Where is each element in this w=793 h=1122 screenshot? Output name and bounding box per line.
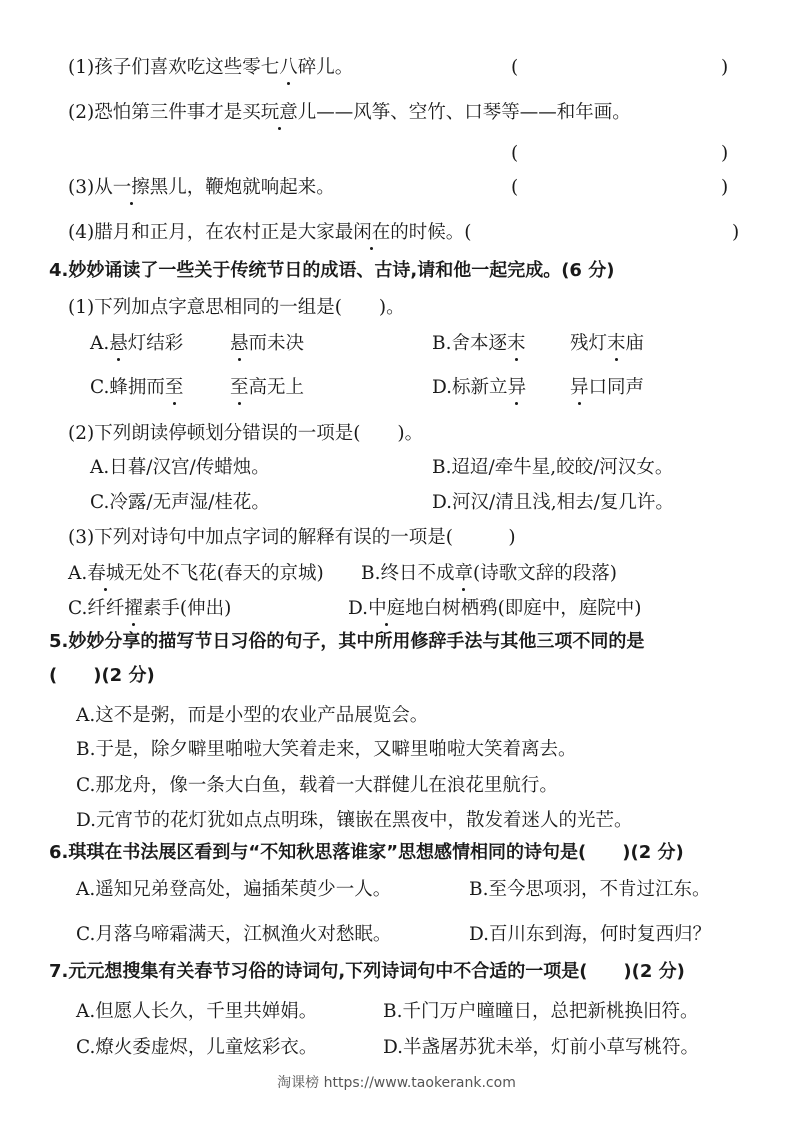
q4-s1-option-b-pair: 残灯末庙 — [570, 333, 645, 354]
q3-item-4: (4)腊月和正月，在农村正是大家最闲在的时候。( — [68, 222, 472, 243]
answer-paren-close[interactable]: ) — [721, 177, 729, 198]
page-footer-url[interactable]: 淘课榜 https://www.taokerank.com — [277, 1075, 516, 1091]
answer-paren-close[interactable]: ) — [721, 143, 729, 164]
q5-option-b: B.于是，除夕噼里啪啦大笑着走来，又噼里啪啦大笑着离去。 — [76, 739, 577, 760]
dotted-chars: 七八碎 — [260, 57, 317, 78]
answer-paren-open[interactable]: ( — [511, 177, 519, 198]
dotted-chars: 章 — [454, 563, 473, 584]
q4-s1-option-c-pair: 至高无上 — [230, 377, 305, 398]
q5-option-d: D.元宵节的花灯犹如点点明珠，镶嵌在黑夜中，散发着迷人的光芒。 — [76, 810, 633, 831]
dotted-chars: 至 — [164, 377, 184, 398]
question-5-answer-blank[interactable]: ( )(2 分) — [49, 665, 155, 686]
q4-s3-option-d: D.中庭地白树栖鸦(即庭中，庭院中) — [348, 598, 642, 619]
q7-option-c: C.燎火委虚烬，儿童炫彩衣。 — [76, 1037, 318, 1058]
question-6-title: 6.琪琪在书法展区看到与“不知秋思落谁家”思想感情相同的诗句是( )(2 分) — [49, 842, 684, 863]
q7-option-a: A.但愿人长久，千里共婵娟。 — [76, 1001, 318, 1022]
q4-sub-3-stem: (3)下列对诗句中加点字词的解释有误的一项是( ) — [68, 527, 516, 548]
q4-s1-option-c: C.蜂拥而至 — [90, 377, 184, 398]
q6-option-b: B.至今思项羽，不肯过江东。 — [469, 879, 711, 900]
answer-paren-open[interactable]: ( — [511, 57, 519, 78]
q4-s2-option-b: B.迢迢/牵牛星,皎皎/河汉女。 — [432, 457, 674, 478]
answer-paren-close[interactable]: ) — [721, 57, 729, 78]
dotted-chars: 擢 — [124, 598, 143, 619]
question-7-title: 7.元元想搜集有关春节习俗的诗词句,下列诗词句中不合适的一项是( )(2 分) — [49, 961, 685, 982]
answer-paren-open[interactable]: ( — [511, 143, 519, 164]
q4-s1-option-a: A.悬灯结彩 — [90, 333, 184, 354]
q6-option-a: A.遥知兄弟登高处，遍插茱萸少一人。 — [76, 879, 392, 900]
q3-item-3: (3)从一擦黑儿，鞭炮就响起来。 — [68, 177, 335, 198]
q5-option-a: A.这不是粥，而是小型的农业产品展览会。 — [76, 705, 429, 726]
question-5-title: 5.妙妙分享的描写节日习俗的句子，其中所用修辞手法与其他三项不同的是 — [49, 631, 645, 652]
dotted-chars: 玩意 — [260, 102, 298, 123]
dotted-chars: 悬 — [230, 333, 249, 354]
q3-item-1: (1)孩子们喜欢吃这些零七八碎儿。 — [68, 57, 354, 78]
dotted-chars: 异 — [570, 377, 589, 398]
q4-s1-option-d-pair: 异口同声 — [570, 377, 645, 398]
q4-s2-option-d: D.河汉/清且浅,相去/复几许。 — [432, 492, 674, 513]
answer-paren-open[interactable]: ( — [464, 222, 472, 243]
q4-s3-option-c: C.纤纤擢素手(伸出) — [68, 598, 232, 619]
q7-option-b: B.千门万户曈曈日，总把新桃换旧符。 — [383, 1001, 699, 1022]
answer-paren-close[interactable]: ) — [732, 222, 740, 243]
q6-option-d: D.百川东到海，何时复西归？ — [469, 924, 712, 945]
q4-sub-2-stem: (2)下列朗读停顿划分错误的一项是( )。 — [68, 423, 424, 444]
dotted-chars: 悬 — [109, 333, 128, 354]
q4-s3-option-b: B.终日不成章(诗歌文辞的段落) — [361, 563, 617, 584]
dotted-chars: 末 — [506, 333, 526, 354]
dotted-chars: 闲在 — [353, 222, 391, 243]
q4-s1-option-d: D.标新立异 — [432, 377, 527, 398]
q4-s1-option-b: B.舍本逐末 — [432, 333, 526, 354]
dotted-chars: 春城 — [87, 563, 125, 584]
dotted-chars: 一擦 — [112, 177, 150, 198]
dotted-chars: 异 — [507, 377, 527, 398]
q4-s2-option-a: A.日暮/汉宫/传蜡烛。 — [90, 457, 270, 478]
dotted-chars: 末 — [607, 333, 626, 354]
dotted-chars: 至 — [230, 377, 249, 398]
q6-option-c: C.月落乌啼霜满天，江枫渔火对愁眠。 — [76, 924, 392, 945]
q4-s2-option-c: C.冷露/无声湿/桂花。 — [90, 492, 270, 513]
q3-item-2: (2)恐怕第三件事才是买玩意儿——风筝、空竹、口琴等——和年画。 — [68, 102, 631, 123]
dotted-chars: 中庭 — [368, 598, 406, 619]
q4-sub-1-stem: (1)下列加点字意思相同的一组是( )。 — [68, 297, 405, 318]
q7-option-d: D.半盏屠苏犹未举，灯前小草写桃符。 — [383, 1037, 700, 1058]
q4-s3-option-a: A.春城无处不飞花(春天的京城) — [68, 563, 324, 584]
question-4-title: 4.妙妙诵读了一些关于传统节日的成语、古诗,请和他一起完成。(6 分) — [49, 260, 615, 281]
q5-option-c: C.那龙舟，像一条大白鱼，载着一大群健儿在浪花里航行。 — [76, 775, 558, 796]
q4-s1-option-a-pair: 悬而未决 — [230, 333, 305, 354]
